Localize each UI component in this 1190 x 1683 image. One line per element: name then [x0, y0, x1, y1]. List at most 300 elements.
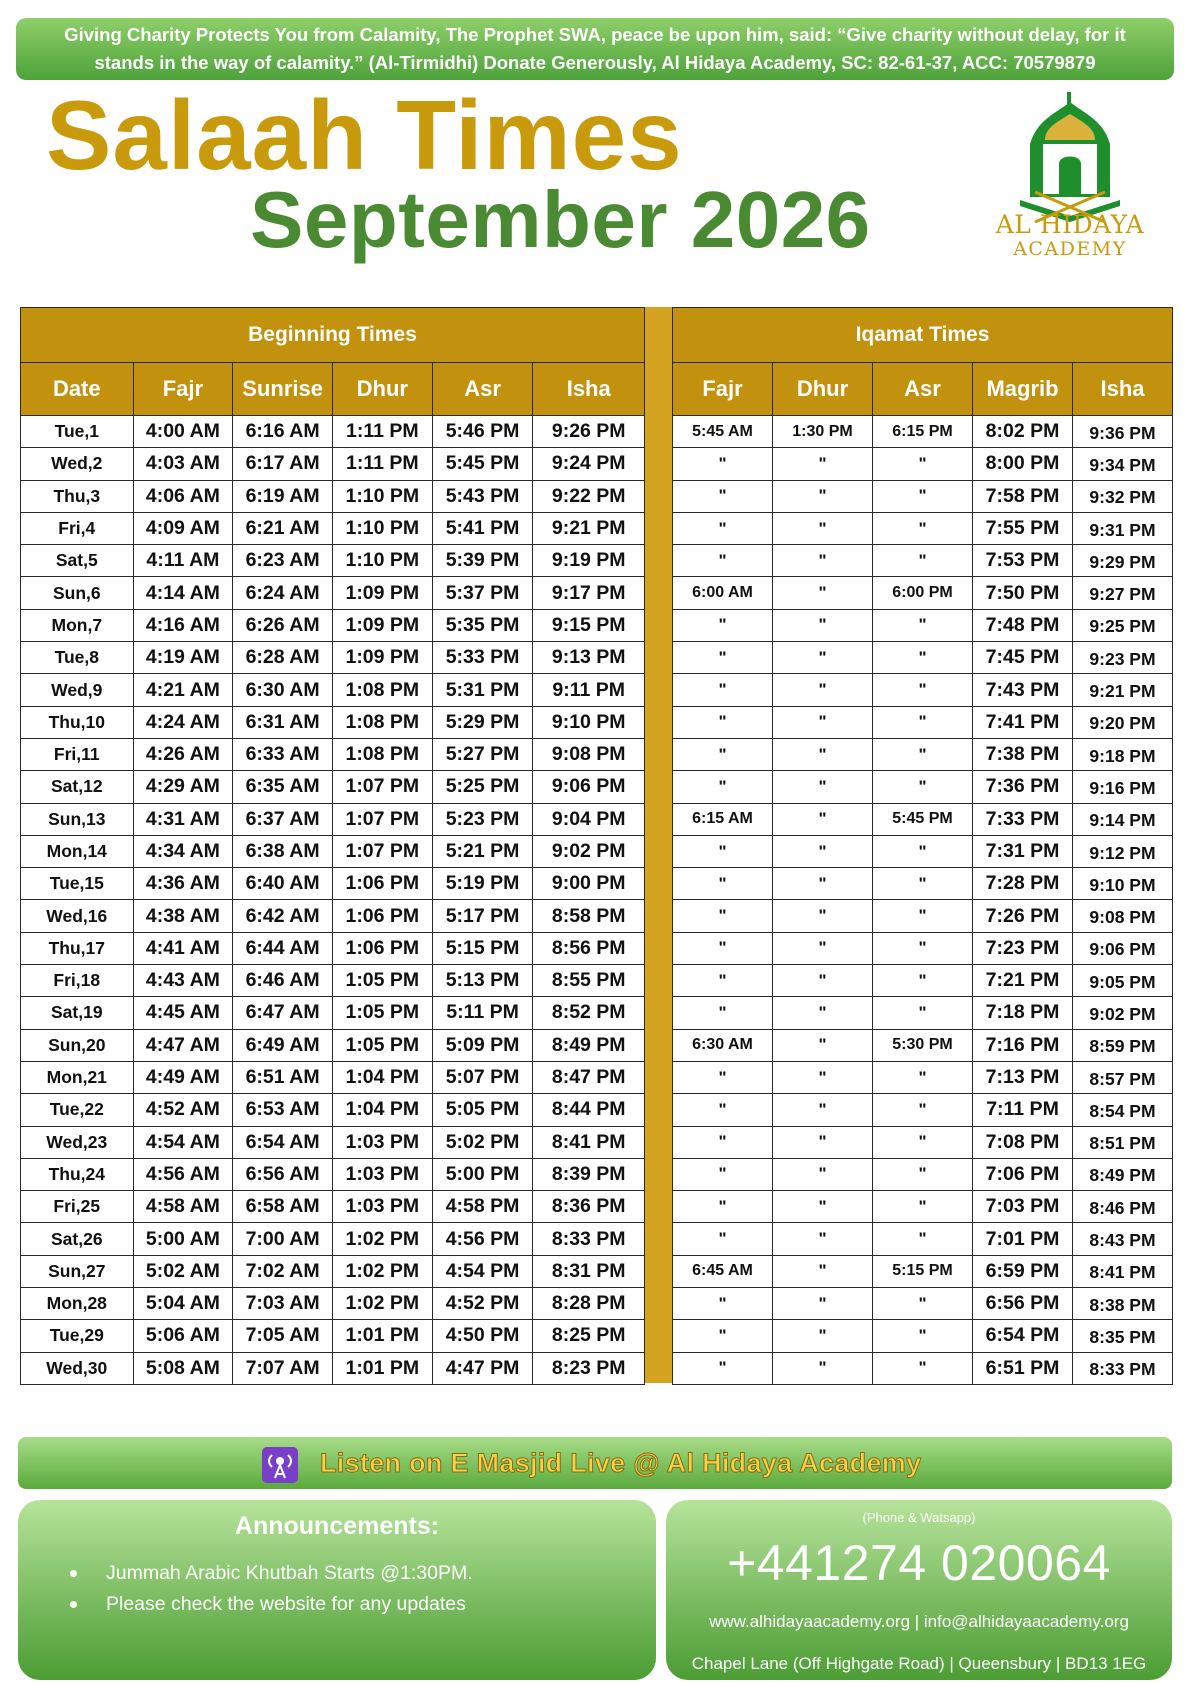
table-cell: 7:01 PM: [973, 1223, 1073, 1255]
table-cell: 7:05 AM: [233, 1320, 333, 1352]
table-row: [673, 577, 1173, 609]
table-cell: 9:11 PM: [533, 674, 645, 706]
table-cell: 4:06 AM: [133, 480, 233, 512]
table-row: [21, 965, 645, 997]
table-cell: Thu,17: [21, 932, 134, 964]
table-cell: 9:06 PM: [1073, 932, 1173, 964]
table-cell: 7:31 PM: [973, 835, 1073, 867]
table-row: [673, 997, 1173, 1029]
table-cell: 1:06 PM: [332, 900, 432, 932]
table-cell: 8:00 PM: [973, 448, 1073, 480]
table-cell: 8:23 PM: [533, 1352, 645, 1384]
table-cell: ": [873, 1288, 973, 1320]
table-row: [21, 416, 645, 448]
table-cell: ": [773, 1029, 873, 1061]
table-row: [673, 835, 1173, 867]
table-cell: ": [673, 512, 773, 544]
table-cell: 5:05 PM: [432, 1094, 533, 1126]
table-cell: 1:07 PM: [332, 803, 432, 835]
table-cell: 6:26 AM: [233, 609, 333, 641]
table-cell: Fri,18: [21, 965, 134, 997]
table-row: [673, 1255, 1173, 1287]
table-cell: 7:06 PM: [973, 1158, 1073, 1190]
table-cell: 4:19 AM: [133, 642, 233, 674]
table-cell: 5:35 PM: [432, 609, 533, 641]
table-cell: Sat,5: [21, 545, 134, 577]
announcement-item: Please check the website for any updates: [70, 1589, 473, 1620]
table-cell: ": [673, 545, 773, 577]
table-cell: Sat,19: [21, 997, 134, 1029]
table-cell: 7:38 PM: [973, 738, 1073, 770]
table-cell: 7:45 PM: [973, 642, 1073, 674]
table-cell: ": [873, 1126, 973, 1158]
table-cell: 7:28 PM: [973, 868, 1073, 900]
table-cell: 4:52 AM: [133, 1094, 233, 1126]
table-cell: 7:23 PM: [973, 932, 1073, 964]
table-cell: 6:31 AM: [233, 706, 333, 738]
table-cell: ": [773, 965, 873, 997]
table-cell: 7:08 PM: [973, 1126, 1073, 1158]
table-cell: 4:47 PM: [432, 1352, 533, 1384]
table-cell: 1:10 PM: [332, 480, 432, 512]
table-cell: 4:36 AM: [133, 868, 233, 900]
table-cell: 7:03 PM: [973, 1191, 1073, 1223]
table-row: [673, 932, 1173, 964]
table-cell: 7:50 PM: [973, 577, 1073, 609]
table-cell: 6:16 AM: [233, 416, 333, 448]
table-cell: ": [773, 480, 873, 512]
table-cell: 5:33 PM: [432, 642, 533, 674]
table-cell: 1:03 PM: [332, 1126, 432, 1158]
table-cell: ": [873, 642, 973, 674]
table-cell: 8:47 PM: [533, 1061, 645, 1093]
table-cell: 8:25 PM: [533, 1320, 645, 1352]
table-cell: 1:07 PM: [332, 835, 432, 867]
table-cell: 1:03 PM: [332, 1158, 432, 1190]
table-cell: ": [773, 1320, 873, 1352]
table-cell: ": [673, 965, 773, 997]
logo-text-line1: AL HIDAYA: [995, 210, 1145, 239]
table-cell: 1:09 PM: [332, 577, 432, 609]
table-cell: 1:09 PM: [332, 642, 432, 674]
charity-banner: [16, 18, 1174, 80]
table-cell: 7:07 AM: [233, 1352, 333, 1384]
table-cell: 9:27 PM: [1073, 577, 1173, 609]
table-cell: ": [673, 1061, 773, 1093]
table-row: [21, 1191, 645, 1223]
table-cell: 9:32 PM: [1073, 480, 1173, 512]
table-cell: 4:54 AM: [133, 1126, 233, 1158]
table-cell: 1:01 PM: [332, 1320, 432, 1352]
table-cell: 5:09 PM: [432, 1029, 533, 1061]
table-cell: 6:35 AM: [233, 771, 333, 803]
table-cell: 9:19 PM: [533, 545, 645, 577]
table-cell: Thu,24: [21, 1158, 134, 1190]
table-cell: Fri,4: [21, 512, 134, 544]
table-cell: ": [773, 997, 873, 1029]
table-cell: 6:44 AM: [233, 932, 333, 964]
table-row: [21, 803, 645, 835]
table-cell: 5:43 PM: [432, 480, 533, 512]
table-cell: ": [673, 642, 773, 674]
table-cell: Tue,29: [21, 1320, 134, 1352]
table-cell: 6:59 PM: [973, 1255, 1073, 1287]
table-cell: 5:45 AM: [673, 416, 773, 448]
table-cell: 5:02 PM: [432, 1126, 533, 1158]
table-cell: 7:13 PM: [973, 1061, 1073, 1093]
table-cell: ": [773, 771, 873, 803]
table-cell: 1:03 PM: [332, 1191, 432, 1223]
table-cell: ": [673, 900, 773, 932]
table-cell: ": [873, 738, 973, 770]
table-cell: ": [773, 1288, 873, 1320]
table-cell: 7:03 AM: [233, 1288, 333, 1320]
announcements-panel: [18, 1500, 656, 1680]
table-row: [673, 512, 1173, 544]
table-cell: ": [673, 480, 773, 512]
table-cell: 9:02 PM: [1073, 997, 1173, 1029]
logo-text-line2: ACADEMY: [1013, 238, 1127, 260]
table-row: [21, 835, 645, 867]
iqamat-section-title: Iqamat Times: [673, 308, 1173, 363]
table-cell: 6:45 AM: [673, 1255, 773, 1287]
table-cell: 6:46 AM: [233, 965, 333, 997]
table-cell: Wed,30: [21, 1352, 134, 1384]
table-cell: ": [773, 1126, 873, 1158]
table-cell: Thu,3: [21, 480, 134, 512]
table-cell: 8:59 PM: [1073, 1029, 1173, 1061]
table-cell: 1:06 PM: [332, 932, 432, 964]
table-cell: ": [673, 1352, 773, 1384]
table-cell: 5:21 PM: [432, 835, 533, 867]
table-cell: 5:45 PM: [873, 803, 973, 835]
iqamat-col-fajr: Fajr: [673, 363, 773, 416]
table-cell: ": [773, 932, 873, 964]
table-cell: ": [873, 771, 973, 803]
table-cell: 1:10 PM: [332, 512, 432, 544]
table-row: [673, 1029, 1173, 1061]
table-cell: 8:57 PM: [1073, 1061, 1173, 1093]
table-cell: 5:06 AM: [133, 1320, 233, 1352]
table-cell: 9:29 PM: [1073, 545, 1173, 577]
table-cell: 5:11 PM: [432, 997, 533, 1029]
table-cell: Mon,7: [21, 609, 134, 641]
table-cell: 8:51 PM: [1073, 1126, 1173, 1158]
table-cell: 1:30 PM: [773, 416, 873, 448]
table-cell: ": [873, 1352, 973, 1384]
table-cell: ": [773, 835, 873, 867]
table-cell: 5:37 PM: [432, 577, 533, 609]
table-row: [21, 1223, 645, 1255]
table-cell: Sun,6: [21, 577, 134, 609]
table-cell: 8:02 PM: [973, 416, 1073, 448]
table-cell: 9:36 PM: [1073, 416, 1173, 448]
table-row: [673, 480, 1173, 512]
table-cell: ": [773, 738, 873, 770]
table-cell: 1:02 PM: [332, 1288, 432, 1320]
table-cell: 1:02 PM: [332, 1223, 432, 1255]
table-cell: 6:56 AM: [233, 1158, 333, 1190]
table-row: [673, 545, 1173, 577]
table-cell: 4:58 PM: [432, 1191, 533, 1223]
table-cell: ": [673, 609, 773, 641]
table-cell: 1:08 PM: [332, 706, 432, 738]
table-row: [21, 642, 645, 674]
table-row: [21, 512, 645, 544]
iqamat-col-dhur: Dhur: [773, 363, 873, 416]
table-cell: 6:15 PM: [873, 416, 973, 448]
table-cell: 6:28 AM: [233, 642, 333, 674]
table-cell: 9:17 PM: [533, 577, 645, 609]
page-month: September 2026: [250, 175, 871, 264]
listen-live-text: Listen on E Masjid Live @ Al Hidaya Academy: [320, 1448, 922, 1478]
table-cell: ": [873, 1223, 973, 1255]
table-cell: 1:09 PM: [332, 609, 432, 641]
table-cell: ": [673, 932, 773, 964]
table-cell: 1:10 PM: [332, 545, 432, 577]
table-cell: 7:41 PM: [973, 706, 1073, 738]
table-cell: Wed,16: [21, 900, 134, 932]
table-cell: ": [773, 1094, 873, 1126]
beginning-section-title: Beginning Times: [21, 308, 645, 363]
beginning-col-date: Date: [21, 363, 134, 416]
table-cell: 6:15 AM: [673, 803, 773, 835]
table-cell: 5:04 AM: [133, 1288, 233, 1320]
table-cell: 5:39 PM: [432, 545, 533, 577]
table-cell: 8:31 PM: [533, 1255, 645, 1287]
table-cell: ": [873, 1158, 973, 1190]
table-cell: ": [673, 738, 773, 770]
table-cell: 5:41 PM: [432, 512, 533, 544]
table-cell: Sun,27: [21, 1255, 134, 1287]
table-cell: 4:56 AM: [133, 1158, 233, 1190]
charity-banner-text: Giving Charity Protects You from Calamity, The Prophet SWA, peace be upon him, said: “Give charity without delay, for it stands in the way of calamity.” (Al-Tirmidhi) Donate Generously, Al Hidaya Academy, SC: 82-61-37, ACC: 70579879: [64, 24, 1126, 73]
table-cell: 6:49 AM: [233, 1029, 333, 1061]
table-cell: Wed,9: [21, 674, 134, 706]
table-row: [673, 1288, 1173, 1320]
table-row: [21, 900, 645, 932]
table-cell: 6:30 AM: [673, 1029, 773, 1061]
table-cell: 1:11 PM: [332, 448, 432, 480]
table-cell: ": [673, 674, 773, 706]
table-cell: 4:00 AM: [133, 416, 233, 448]
table-cell: 8:33 PM: [1073, 1352, 1173, 1384]
table-cell: 1:11 PM: [332, 416, 432, 448]
table-cell: 5:15 PM: [432, 932, 533, 964]
table-cell: 9:06 PM: [533, 771, 645, 803]
table-cell: 9:00 PM: [533, 868, 645, 900]
iqamat-col-isha: Isha: [1073, 363, 1173, 416]
table-row: [21, 706, 645, 738]
table-row: [21, 674, 645, 706]
table-cell: 1:06 PM: [332, 868, 432, 900]
table-row: [21, 545, 645, 577]
table-cell: ": [873, 932, 973, 964]
table-row: [21, 1288, 645, 1320]
table-cell: 8:49 PM: [1073, 1158, 1173, 1190]
table-cell: 6:17 AM: [233, 448, 333, 480]
table-cell: ": [873, 1061, 973, 1093]
table-cell: 9:02 PM: [533, 835, 645, 867]
table-cell: 9:13 PM: [533, 642, 645, 674]
contact-web-email[interactable]: www.alhidayaacademy.org | info@alhidayaacademy.org: [709, 1612, 1129, 1631]
table-cell: 5:17 PM: [432, 900, 533, 932]
table-cell: ": [773, 1061, 873, 1093]
table-cell: 9:21 PM: [533, 512, 645, 544]
table-cell: ": [773, 706, 873, 738]
table-cell: 8:44 PM: [533, 1094, 645, 1126]
table-row: [21, 738, 645, 770]
table-cell: 6:38 AM: [233, 835, 333, 867]
table-cell: 8:38 PM: [1073, 1288, 1173, 1320]
table-cell: 6:23 AM: [233, 545, 333, 577]
table-row: [673, 738, 1173, 770]
table-cell: ": [673, 1126, 773, 1158]
table-cell: ": [673, 1223, 773, 1255]
table-cell: ": [673, 706, 773, 738]
table-cell: ": [773, 642, 873, 674]
contact-panel: [666, 1500, 1172, 1680]
table-row: [21, 480, 645, 512]
table-cell: 9:25 PM: [1073, 609, 1173, 641]
table-cell: ": [773, 900, 873, 932]
announcements-title: Announcements:: [234, 1512, 440, 1540]
beginning-col-isha: Isha: [533, 363, 645, 416]
table-cell: ": [673, 868, 773, 900]
table-cell: 6:37 AM: [233, 803, 333, 835]
table-cell: ": [873, 706, 973, 738]
table-cell: Wed,2: [21, 448, 134, 480]
table-cell: 9:12 PM: [1073, 835, 1173, 867]
table-cell: 6:56 PM: [973, 1288, 1073, 1320]
table-cell: ": [873, 835, 973, 867]
table-cell: 4:09 AM: [133, 512, 233, 544]
table-cell: 5:00 PM: [432, 1158, 533, 1190]
table-cell: 4:38 AM: [133, 900, 233, 932]
table-cell: 9:31 PM: [1073, 512, 1173, 544]
table-cell: 1:04 PM: [332, 1061, 432, 1093]
table-row: [21, 1320, 645, 1352]
table-cell: 9:24 PM: [533, 448, 645, 480]
table-row: [673, 1223, 1173, 1255]
table-cell: Sun,20: [21, 1029, 134, 1061]
table-row: [673, 448, 1173, 480]
table-row: [673, 771, 1173, 803]
table-cell: 4:03 AM: [133, 448, 233, 480]
table-cell: Sat,26: [21, 1223, 134, 1255]
table-cell: ": [873, 1320, 973, 1352]
iqamat-times-table: [672, 307, 1173, 1385]
table-row: [673, 416, 1173, 448]
table-cell: 5:00 AM: [133, 1223, 233, 1255]
table-row: [21, 1352, 645, 1384]
table-cell: 9:23 PM: [1073, 642, 1173, 674]
table-cell: Mon,21: [21, 1061, 134, 1093]
table-cell: ": [673, 1094, 773, 1126]
table-row: [673, 1061, 1173, 1093]
table-cell: 5:15 PM: [873, 1255, 973, 1287]
table-cell: 1:08 PM: [332, 674, 432, 706]
table-row: [21, 771, 645, 803]
table-cell: 4:54 PM: [432, 1255, 533, 1287]
table-cell: ": [773, 1223, 873, 1255]
table-row: [673, 1320, 1173, 1352]
table-cell: 4:52 PM: [432, 1288, 533, 1320]
table-cell: 4:11 AM: [133, 545, 233, 577]
table-cell: 4:43 AM: [133, 965, 233, 997]
table-cell: 4:45 AM: [133, 997, 233, 1029]
table-cell: 7:58 PM: [973, 480, 1073, 512]
table-cell: ": [673, 771, 773, 803]
table-cell: ": [773, 868, 873, 900]
table-cell: 7:02 AM: [233, 1255, 333, 1287]
table-cell: Mon,28: [21, 1288, 134, 1320]
table-cell: 7:48 PM: [973, 609, 1073, 641]
table-row: [21, 1029, 645, 1061]
beginning-times-table: [20, 307, 645, 1385]
table-cell: 7:26 PM: [973, 900, 1073, 932]
table-cell: 8:33 PM: [533, 1223, 645, 1255]
table-cell: 4:14 AM: [133, 577, 233, 609]
table-cell: 9:04 PM: [533, 803, 645, 835]
table-row: [673, 609, 1173, 641]
table-row: [673, 803, 1173, 835]
table-row: [673, 706, 1173, 738]
announcements-list: [70, 1558, 473, 1620]
table-cell: ": [773, 448, 873, 480]
table-row: [673, 642, 1173, 674]
table-cell: 8:41 PM: [533, 1126, 645, 1158]
table-cell: Fri,11: [21, 738, 134, 770]
table-cell: 1:04 PM: [332, 1094, 432, 1126]
table-cell: ": [873, 868, 973, 900]
table-cell: 7:11 PM: [973, 1094, 1073, 1126]
table-cell: 7:43 PM: [973, 674, 1073, 706]
table-cell: 7:36 PM: [973, 771, 1073, 803]
contact-phone[interactable]: +441274 020064: [727, 1535, 1111, 1591]
table-cell: 9:08 PM: [1073, 900, 1173, 932]
table-cell: 4:50 PM: [432, 1320, 533, 1352]
table-cell: 5:08 AM: [133, 1352, 233, 1384]
table-cell: 1:05 PM: [332, 1029, 432, 1061]
table-cell: 8:39 PM: [533, 1158, 645, 1190]
table-cell: ": [773, 545, 873, 577]
table-row: [21, 932, 645, 964]
table-cell: 6:19 AM: [233, 480, 333, 512]
table-cell: Tue,15: [21, 868, 134, 900]
table-cell: ": [773, 803, 873, 835]
table-row: [21, 997, 645, 1029]
table-row: [673, 900, 1173, 932]
table-cell: 4:34 AM: [133, 835, 233, 867]
table-cell: ": [873, 512, 973, 544]
table-cell: Sat,12: [21, 771, 134, 803]
table-cell: 1:08 PM: [332, 738, 432, 770]
table-cell: ": [673, 1320, 773, 1352]
table-cell: ": [673, 1158, 773, 1190]
table-cell: 1:07 PM: [332, 771, 432, 803]
table-cell: Thu,10: [21, 706, 134, 738]
table-cell: 6:54 AM: [233, 1126, 333, 1158]
table-cell: 8:49 PM: [533, 1029, 645, 1061]
iqamat-col-asr: Asr: [873, 363, 973, 416]
table-cell: 8:43 PM: [1073, 1223, 1173, 1255]
iqamat-col-magrib: Magrib: [973, 363, 1073, 416]
beginning-col-dhur: Dhur: [332, 363, 432, 416]
table-cell: Sun,13: [21, 803, 134, 835]
table-cell: 8:41 PM: [1073, 1255, 1173, 1287]
table-row: [21, 448, 645, 480]
